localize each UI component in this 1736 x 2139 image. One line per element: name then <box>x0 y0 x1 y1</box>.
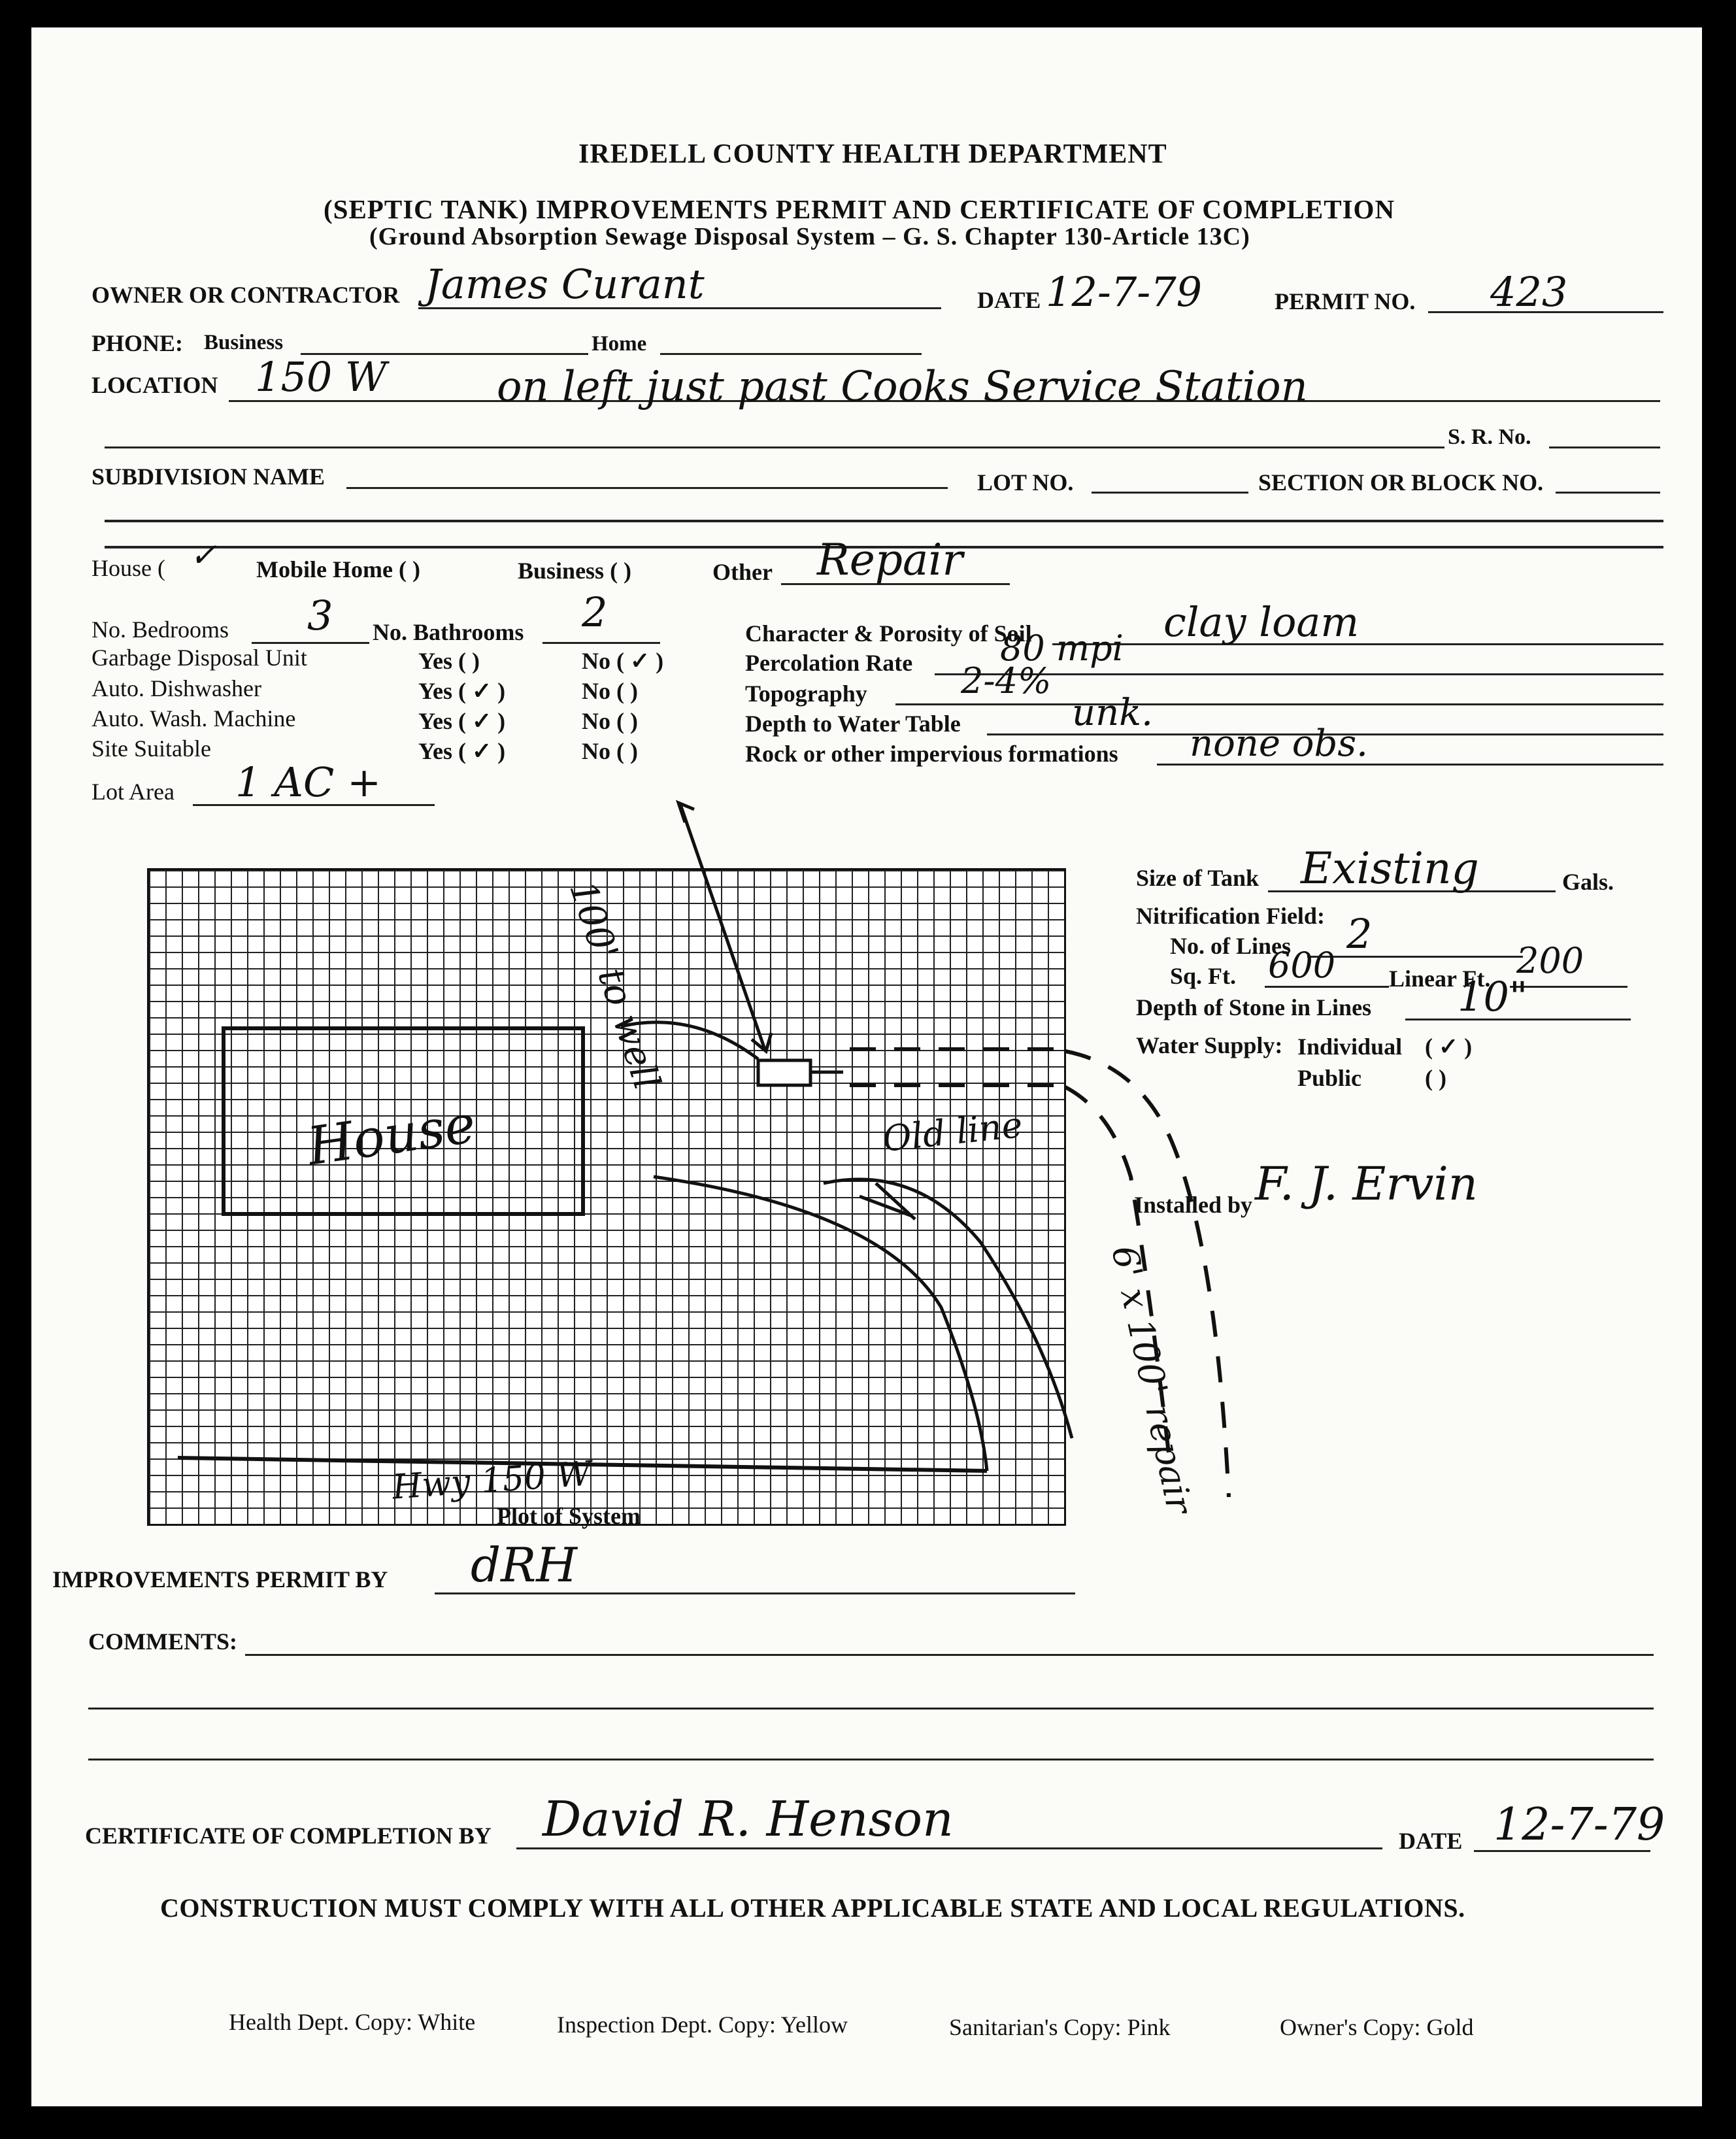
form-subtitle: (Ground Absorption Sewage Disposal System – G. S. Chapter 130-Article 13C) <box>369 223 1250 250</box>
copy-inspection: Inspection Dept. Copy: Yellow <box>557 2012 848 2038</box>
stone-depth-label: Depth of Stone in Lines <box>1136 994 1372 1020</box>
comments-line-3 <box>88 1759 1654 1760</box>
installed-by-value: F. J. Ervin <box>1255 1157 1478 1211</box>
topography-label: Topography <box>745 681 867 707</box>
phone-home-label: Home <box>592 332 647 356</box>
washer-yes: Yes ( ✓ ) <box>418 708 506 734</box>
soil-label: Character & Porosity of Soil <box>745 620 1032 647</box>
lot-area-label: Lot Area <box>92 779 175 805</box>
permit-value: 423 <box>1490 268 1568 316</box>
water-table-label: Depth to Water Table <box>745 711 961 737</box>
type-business: Business ( ) <box>518 558 632 584</box>
public-label: Public <box>1297 1065 1362 1091</box>
copy-health: Health Dept. Copy: White <box>229 2009 476 2035</box>
tank-size-label: Size of Tank <box>1136 865 1260 891</box>
tank-size-value: Existing <box>1301 843 1479 894</box>
washer-label: Auto. Wash. Machine <box>92 705 296 732</box>
type-mobile-home: Mobile Home ( ) <box>256 556 420 582</box>
subdivision-label: SUBDIVISION NAME <box>92 463 326 490</box>
phone-business-label: Business <box>204 331 284 354</box>
site-label: Site Suitable <box>92 735 211 762</box>
plot-repair-label: 6' x 100' repair <box>1103 1242 1201 1517</box>
sqft-label: Sq. Ft. <box>1170 963 1237 989</box>
improvements-label: IMPROVEMENTS PERMIT BY <box>52 1566 388 1592</box>
perc-value: 80 mpi <box>1000 628 1124 669</box>
site-no: No ( ) <box>582 738 638 764</box>
dishwasher-yes: Yes ( ✓ ) <box>418 678 506 704</box>
lines-label: No. of Lines <box>1170 933 1292 959</box>
perc-label: Percolation Rate <box>745 650 913 676</box>
type-house: House ( <box>92 555 165 581</box>
bedrooms-label: No. Bedrooms <box>92 616 229 643</box>
certificate-signature: David R. Henson <box>542 1791 954 1847</box>
rock-label: Rock or other impervious formations <box>745 741 1118 767</box>
plot-house-label: House <box>303 1093 480 1177</box>
garbage-no: No ( ✓ ) <box>582 648 664 674</box>
lines-value: 2 <box>1346 910 1373 958</box>
location-number: 150 W <box>255 353 387 401</box>
owner-value: James Curant <box>425 260 705 308</box>
certificate-date-label: DATE <box>1399 1828 1463 1854</box>
public-mark: ( ) <box>1425 1065 1446 1091</box>
gals-label: Gals. <box>1562 869 1614 895</box>
improvements-underline <box>435 1592 1075 1594</box>
permit-label: PERMIT NO. <box>1275 288 1416 314</box>
driveway-line-2 <box>824 1179 1072 1438</box>
certificate-date-value: 12-7-79 <box>1494 1799 1665 1851</box>
plot-road-label: Hwy 150 W <box>391 1454 593 1507</box>
tank-outline <box>758 1060 810 1085</box>
compliance-notice: CONSTRUCTION MUST COMPLY WITH ALL OTHER APPLICABLE STATE AND LOCAL REGULATIONS. <box>160 1893 1465 1923</box>
other-value: Repair <box>817 535 963 585</box>
copy-sanitarian: Sanitarian's Copy: Pink <box>949 2014 1171 2040</box>
soil-value: clay loam <box>1163 598 1360 646</box>
location-directions: on left just past Cooks Service Station <box>497 363 1308 411</box>
lot-area-value: 1 AC + <box>235 758 382 806</box>
dishwasher-no: No ( ) <box>582 678 638 704</box>
dishwasher-label: Auto. Dishwasher <box>92 675 261 701</box>
individual-mark: ( ✓ ) <box>1425 1034 1473 1060</box>
stone-depth-value: 10" <box>1458 973 1528 1020</box>
washer-no: No ( ) <box>582 708 638 734</box>
owner-label: OWNER OR CONTRACTOR <box>92 282 400 308</box>
plot-well-label: 100' to well <box>561 876 669 1095</box>
linear-ft-value: 200 <box>1516 940 1584 981</box>
certificate-label: CERTIFICATE OF COMPLETION BY <box>85 1823 492 1849</box>
water-supply-label: Water Supply: <box>1136 1032 1283 1058</box>
comments-line-2 <box>88 1708 1654 1710</box>
lot-label: LOT NO. <box>977 469 1074 496</box>
linear-ft-label: Linear Ft. <box>1389 966 1491 992</box>
driveway-line-1 <box>654 1177 987 1471</box>
bathrooms-value: 2 <box>582 588 608 636</box>
certificate-underline <box>516 1847 1382 1849</box>
improvements-value: dRH <box>471 1538 578 1592</box>
comments-label: COMMENTS: <box>88 1628 237 1655</box>
well-distance-arrow <box>680 803 765 1049</box>
plot-caption: Plot of System <box>497 1503 641 1529</box>
department-title: IREDELL COUNTY HEALTH DEPARTMENT <box>578 139 1167 169</box>
rock-value: none obs. <box>1190 722 1368 765</box>
form-title: (SEPTIC TANK) IMPROVEMENTS PERMIT AND CERTIFICATE OF COMPLETION <box>324 194 1395 224</box>
sqft-value: 600 <box>1268 945 1336 986</box>
garbage-yes: Yes ( ) <box>418 648 480 674</box>
individual-label: Individual <box>1297 1034 1403 1060</box>
copy-owner: Owner's Copy: Gold <box>1280 2014 1474 2040</box>
sr-number-label: S. R. No. <box>1448 425 1531 449</box>
plot-old-line-label: Old line <box>880 1103 1025 1160</box>
garbage-label: Garbage Disposal Unit <box>92 645 307 671</box>
bedrooms-value: 3 <box>307 592 333 639</box>
date-value: 12-7-79 <box>1046 268 1203 316</box>
type-other: Other <box>712 559 773 585</box>
comments-line-1 <box>245 1654 1654 1656</box>
phone-label: PHONE: <box>92 330 183 356</box>
house-check: ✓ <box>190 536 217 574</box>
installed-by-label: Installed by <box>1134 1192 1253 1218</box>
water-table-value: unk. <box>1072 692 1153 734</box>
date-label: DATE <box>977 287 1041 313</box>
topography-value: 2-4% <box>961 660 1052 701</box>
site-yes: Yes ( ✓ ) <box>418 738 506 764</box>
location-label: LOCATION <box>92 372 218 398</box>
section-label: SECTION OR BLOCK NO. <box>1258 469 1544 496</box>
nitrification-label: Nitrification Field: <box>1136 903 1325 929</box>
bathrooms-label: No. Bathrooms <box>373 619 524 645</box>
